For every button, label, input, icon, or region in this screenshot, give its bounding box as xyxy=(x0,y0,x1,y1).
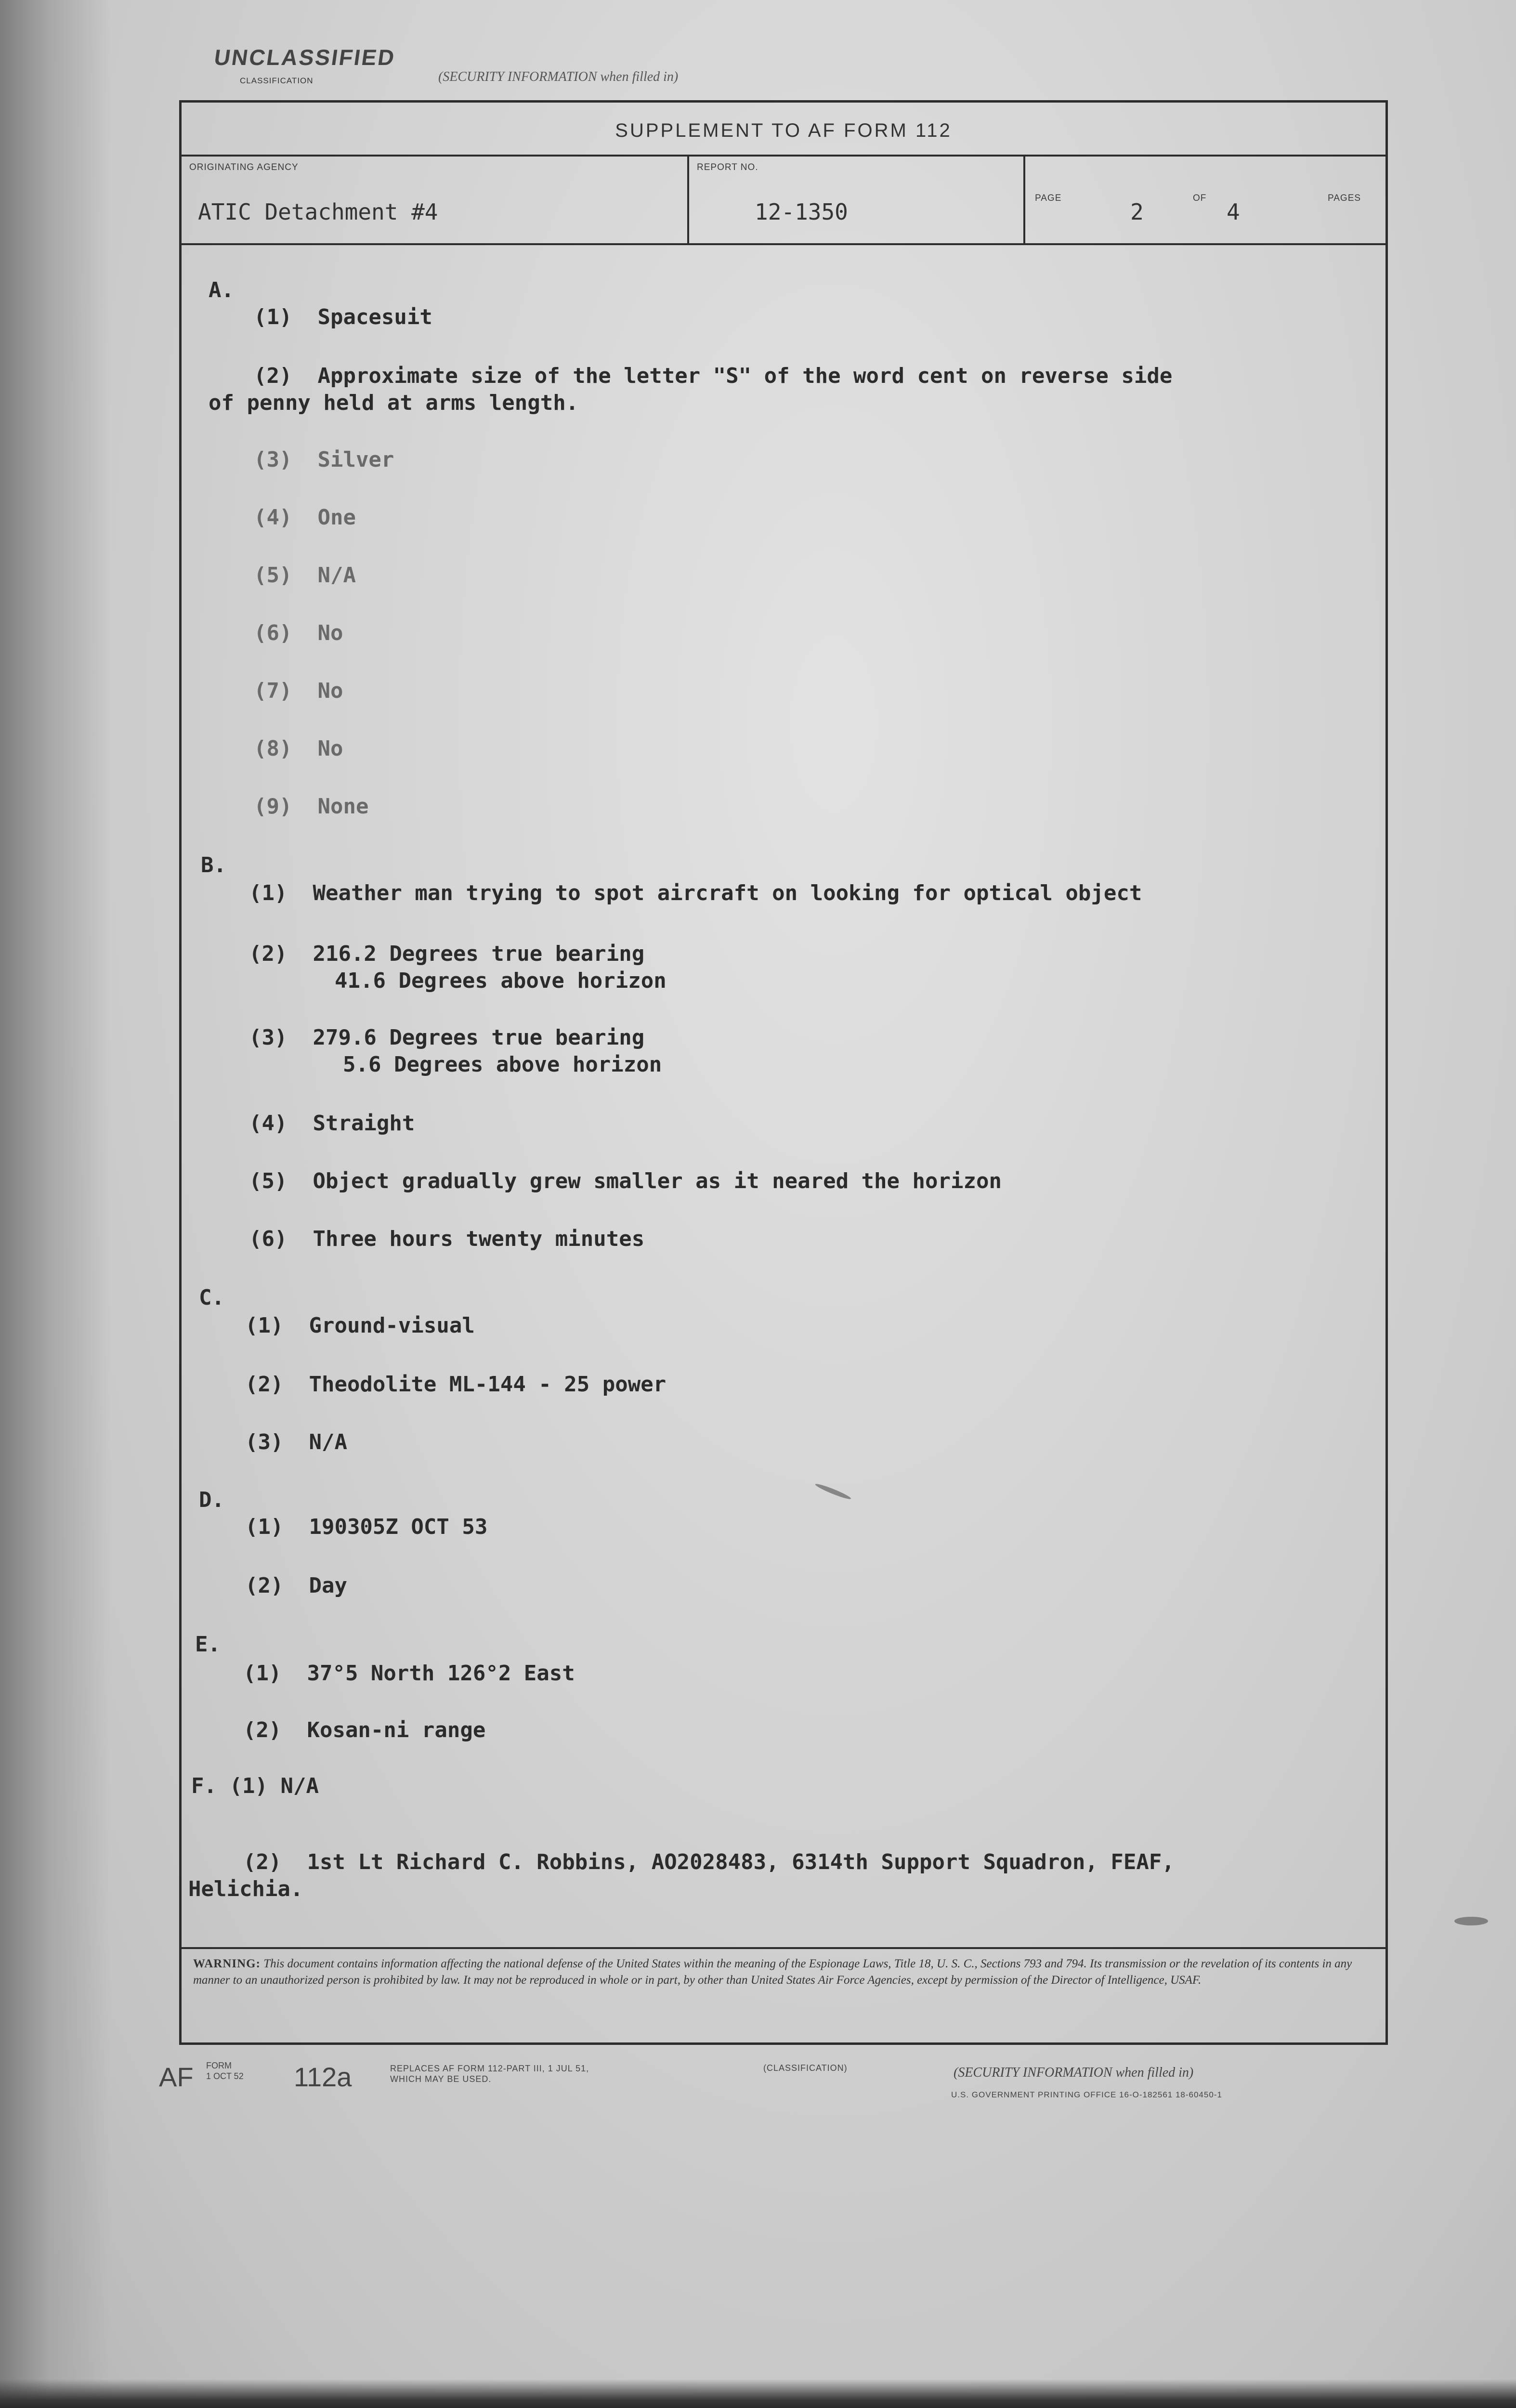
section-c-letter: C. xyxy=(199,1285,224,1310)
security-note-top: (SECURITY INFORMATION when filled in) xyxy=(438,69,679,84)
scan-shadow-bottom xyxy=(0,2379,1516,2408)
classification-caption: CLASSIFICATION xyxy=(240,76,314,85)
warning-label: WARNING: xyxy=(193,1957,261,1970)
footer-form-label: FORM 1 OCT 52 xyxy=(206,2061,244,2081)
pages-label: PAGES xyxy=(1328,193,1361,203)
report-no-label: REPORT NO. xyxy=(697,162,758,172)
section-b-item-2: (2) 216.2 Degrees true bearing xyxy=(249,942,645,966)
scan-shadow-left xyxy=(0,0,111,2408)
divider-agency-report xyxy=(687,155,689,245)
rule-under-header xyxy=(182,243,1385,245)
originating-agency-value: ATIC Detachment #4 xyxy=(198,199,438,225)
section-e-letter: E. xyxy=(195,1632,221,1657)
warning-text: This document contains information affecting the national defense of the United States within the meaning of the Espionage Laws, Title 18, U. S. C., Sections 793 and 794. Its transmission or the revelation of its contents in any manner to an unauthorized person is prohibited by law. It may not be reproduced in whole or in part, by other than United States Air Force Agencies, except by permission of the Director of Intelligence, USAF. xyxy=(193,1957,1352,1987)
footer-form-number: 112a xyxy=(294,2062,352,2092)
section-f-item-2: (2) 1st Lt Richard C. Robbins, AO2028483, 6314th Support Squadron, FEAF, xyxy=(243,1850,1175,1874)
section-d-item-2: (2) Day xyxy=(245,1573,347,1598)
page-label: PAGE xyxy=(1035,193,1062,203)
section-b-item-2-cont: 41.6 Degrees above horizon xyxy=(335,968,667,993)
section-a-item-5: (5) N/A xyxy=(254,563,356,588)
of-label: OF xyxy=(1193,193,1207,203)
scan-mark-right xyxy=(1454,1917,1488,1925)
section-a-item-4: (4) One xyxy=(254,505,356,530)
classification-stamp: UNCLASSIFIED xyxy=(212,45,397,70)
section-f-item-2-cont: Helichia. xyxy=(188,1877,303,1901)
section-a-item-9: (9) None xyxy=(254,794,369,819)
section-b-item-6: (6) Three hours twenty minutes xyxy=(249,1227,645,1251)
footer-gpo: U.S. GOVERNMENT PRINTING OFFICE 16-O-182561 18-60450-1 xyxy=(951,2090,1222,2099)
section-e-item-1: (1) 37°5 North 126°2 East xyxy=(243,1661,575,1686)
rule-under-title xyxy=(182,155,1385,157)
footer-replaces: REPLACES AF FORM 112-PART III, 1 JUL 51, WHICH MAY BE USED. xyxy=(390,2064,589,2084)
footer-af: AF xyxy=(159,2062,194,2092)
section-c-item-1: (1) Ground-visual xyxy=(245,1313,475,1338)
form-frame xyxy=(179,100,1388,2045)
report-no-value: 12-1350 xyxy=(755,199,848,225)
section-b-item-3-cont: 5.6 Degrees above horizon xyxy=(343,1052,662,1077)
rule-above-warning xyxy=(182,1947,1385,1949)
footer-classification: (CLASSIFICATION) xyxy=(763,2063,848,2073)
section-a-item-8: (8) No xyxy=(254,736,343,761)
section-a-item-7: (7) No xyxy=(254,679,343,703)
section-a-item-2-cont: of penny held at arms length. xyxy=(209,391,579,415)
section-e-item-2: (2) Kosan-ni range xyxy=(243,1718,486,1742)
section-d-item-1: (1) 190305Z OCT 53 xyxy=(245,1515,488,1539)
page-value: 2 xyxy=(1130,199,1144,225)
section-b-item-4: (4) Straight xyxy=(249,1111,415,1136)
divider-report-page xyxy=(1023,155,1025,245)
section-b-item-3: (3) 279.6 Degrees true bearing xyxy=(249,1025,645,1050)
section-b-item-5: (5) Object gradually grew smaller as it neared the horizon xyxy=(249,1169,1002,1193)
section-c-item-3: (3) N/A xyxy=(245,1430,347,1454)
section-a-item-6: (6) No xyxy=(254,621,343,645)
footer-security-note: (SECURITY INFORMATION when filled in) xyxy=(954,2065,1194,2080)
section-b-letter: B. xyxy=(201,853,226,877)
form-title: SUPPLEMENT TO AF FORM 112 xyxy=(615,120,952,141)
originating-agency-label: ORIGINATING AGENCY xyxy=(189,162,299,172)
section-b-item-1: (1) Weather man trying to spot aircraft on looking for optical object xyxy=(249,881,1142,905)
section-f-item-1: F. (1) N/A xyxy=(191,1774,319,1798)
section-d-letter: D. xyxy=(199,1488,224,1512)
section-a-letter: A. xyxy=(209,278,234,302)
section-a-item-3: (3) Silver xyxy=(254,447,394,472)
section-a-item-2: (2) Approximate size of the letter "S" of the word cent on reverse side xyxy=(254,364,1173,388)
of-value: 4 xyxy=(1227,199,1240,225)
section-a-item-1: (1) Spacesuit xyxy=(254,305,432,329)
warning-notice xyxy=(193,1956,1378,1989)
section-c-item-2: (2) Theodolite ML-144 - 25 power xyxy=(245,1372,667,1397)
